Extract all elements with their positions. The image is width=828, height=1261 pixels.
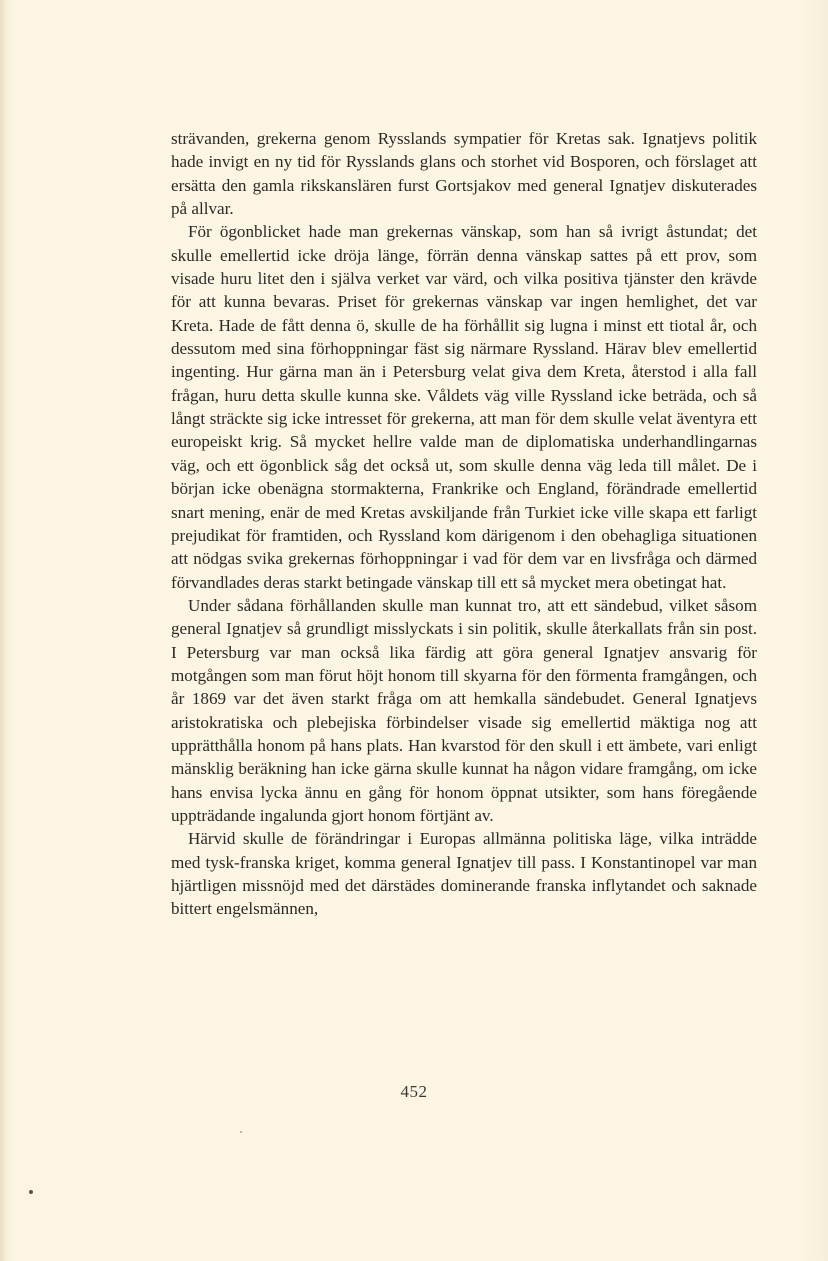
page-number: 452	[400, 1082, 428, 1101]
paragraph-2: För ögonblicket hade man grekernas vänskap, som han så ivrigt åstundat; det skulle emellertid icke dröja länge, förrän denna vänskap sattes på ett prov, som visade huru litet den i själva verket var värd, och vilka positiva tjänster den krävde för att kunna bevaras. Priset för grekernas vänskap var ingen hemlighet, det var Kreta. Hade de fått denna ö, skulle de ha förhållit sig lugna i minst ett tiotal år, och dessutom med sina förhoppningar fäst sig närmare Ryssland. Härav blev emellertid ingenting. Hur gärna man än i Petersburg velat giva dem Kreta, återstod i alla fall frågan, huru detta skulle kunna ske. Våldets väg ville Ryssland icke beträda, och så långt sträckte sig icke intresset för grekerna, att man för dem skulle velat äventyra ett europeiskt krig. Så mycket hellre valde man de diplomatiska underhandlingarnas väg, och ett ögonblick såg det också ut, som skulle denna väg leda till målet. De i början icke obenägna stormakterna, Frankrike och England, förändrade emellertid snart mening, enär de med Kretas avskiljande från Turkiet icke ville skapa ett farligt prejudikat för framtiden, och Ryssland kom därigenom i den obehagliga situationen att nödgas svika grekernas förhoppningar i vad för dem var en livsfråga och därmed förvandlades deras starkt betingade vänskap till ett så mycket mera obetingat hat.	[171, 222, 757, 592]
print-speck	[240, 1131, 242, 1133]
print-speck	[29, 1190, 33, 1194]
paragraph-4: Härvid skulle de förändringar i Europas allmänna politiska läge, vilka inträdde med tysk-franska kriget, komma general Ignatjev till pass. I Konstantinopel var man hjärtligen missnöjd med det därstädes dominerande franska inflytandet och saknade bittert engelsmännen,	[171, 829, 757, 919]
paragraph-1: strävanden, grekerna genom Rysslands sympatier för Kretas sak. Ignatjevs politik hade invigt en ny tid för Rysslands glans och storhet vid Bosporen, och förslaget att ersätta den gamla rikskanslären furst Gortsjakov med general Ignatjev diskuterades på allvar.	[171, 129, 757, 219]
page-edge-shadow	[0, 0, 6, 1261]
paragraph-3: Under sådana förhållanden skulle man kunnat tro, att ett sändebud, vilket såsom general Ignatjev så grundligt misslyckats i sin politik, skulle återkallats från sin post. I Petersburg var man också lika färdig att göra general Ignatjev ansvarig för motgången som man förut höjt honom till skyarna för den förmenta framgången, och år 1869 var det även starkt fråga om att hemkalla sändebudet. General Ignatjevs aristokratiska och plebejiska förbindelser visade sig emellertid mäktiga nog att upprätthålla honom på hans plats. Han kvarstod för den skull i ett ämbete, vari enligt mänsklig beräkning han icke gärna skulle kunnat ha någon vidare framgång, om icke hans envisa lycka ännu en gång för honom öppnat utsikter, som hans föregående uppträdande ingalunda gjort honom förtjänt av.	[171, 595, 757, 825]
body-text	[171, 127, 757, 921]
